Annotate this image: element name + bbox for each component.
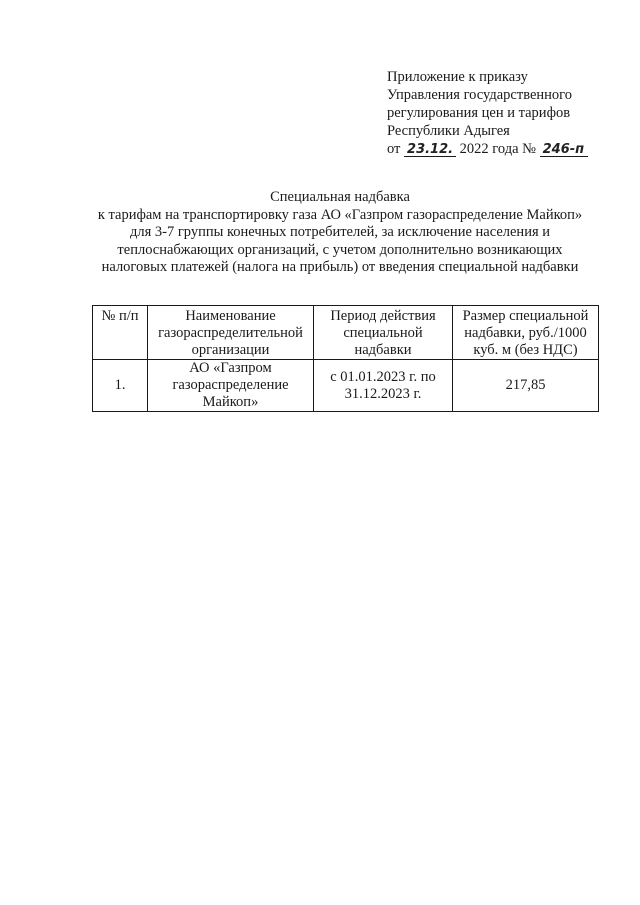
cell-amount: 217,85 [453, 360, 599, 412]
header-cell-amount: Размер специальной надбавки, руб./1000 куб. м (без НДС) [453, 306, 599, 360]
from-prefix: от [387, 141, 401, 157]
year-text: 2022 года № [459, 141, 536, 157]
appendix-line: Приложение к приказу [387, 69, 528, 85]
header-cell-period: Период действия специальной надбавки [314, 306, 453, 360]
cell-organization: АО «Газпром газораспределение Майкоп» [148, 360, 314, 412]
cell-period: с 01.01.2023 г. по 31.12.2023 г. [314, 360, 453, 412]
table-header-row [93, 306, 599, 360]
cell-number: 1. [93, 360, 148, 412]
document-title [90, 189, 590, 277]
handwritten-date: 23.12. [404, 143, 456, 157]
appendix-line: Республики Адыгея [387, 123, 510, 139]
appendix-date-line [387, 140, 627, 158]
table-row [93, 360, 599, 412]
appendix-line: регулирования цен и тарифов [387, 105, 571, 121]
handwritten-number: 246-п [540, 143, 588, 157]
surcharge-table [92, 305, 599, 412]
header-cell-organization: Наименование газораспределительной организации [148, 306, 314, 360]
appendix-block [387, 68, 627, 158]
title-line1: Специальная надбавка [270, 189, 410, 205]
header-cell-number: № п/п [93, 306, 148, 360]
appendix-line: Управления государственного [387, 87, 572, 103]
title-body: к тарифам на транспортировку газа АО «Газпром газораспределение Майкоп» для 3-7 группы конечных потребителей, за исключение населения и теплоснабжающих организаций, с учетом дополнительно возникающих налоговых платежей (налога на прибыль) от введения специальной надбавки [97, 206, 583, 275]
